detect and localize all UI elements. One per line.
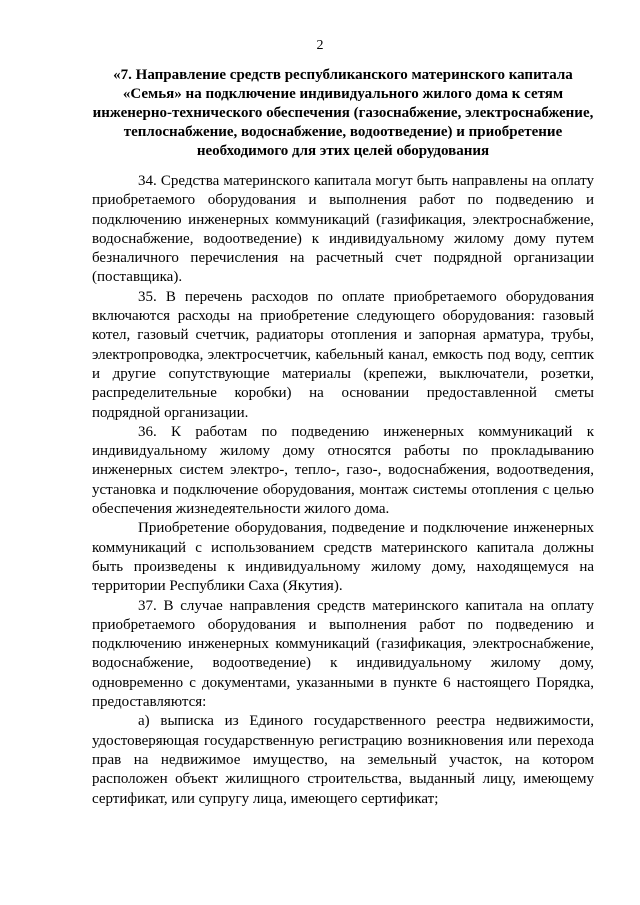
paragraph-35: 35. В перечень расходов по оплате приобретаемого оборудования включаются расходы на приобретение следующего оборудования: газовый котел, газовый счетчик, радиаторы отопления и запорная арматура, трубы, электропроводка, электросчетчик, кабельный канал, емкость под воду, септик и другие сопутствующие материалы (крепежи, выключатели, розетки, распределительные коробки) на основании предоставленной сметы подрядной организации. (92, 288, 594, 421)
paragraph-37: 37. В случае направления средств материнского капитала на оплату приобретаемого оборудования и выполнения работ по подведению и подключению инженерных коммуникаций (газификация, электроснабжение, водоснабжение, водоотведение) к индивидуальному жилому дому, одновременно с документами, указанными в пункте 6 настоящего Порядка, предоставляются: (92, 597, 594, 711)
document-body (92, 172, 594, 809)
page-number: 2 (316, 38, 324, 53)
section-heading: «7. Направление средств республиканского материнского капитала «Семья» на подключение индивидуального жилого дома к сетям инженерно-технического обеспечения (газоснабжение, электроснабжение, теплоснабжение, водоснабжение, водоотведение) и приобретение необходимого для этих целей оборудования (92, 67, 594, 159)
paragraph-34: 34. Средства материнского капитала могут быть направлены на оплату приобретаемого оборудования и выполнения работ по подведению и подключению инженерных коммуникаций (газификация, электроснабжение, водоснабжение, водоотведение) к индивидуальному жилому дому путем безналичного перечисления на расчетный счет подрядной организации (поставщика). (92, 173, 594, 286)
paragraph-36: 36. К работам по подведению инженерных коммуникаций к индивидуальному жилому дому относятся работы по прокладыванию инженерных систем электро-, тепло-, газо-, водоснабжения, водоотведения, установка и подключение оборудования, монтаж системы отопления с целью обеспечения жизнедеятельности жилого дома. (92, 423, 594, 518)
paragraph-36-continuation: Приобретение оборудования, подведение и подключение инженерных коммуникаций с использованием средств материнского капитала должны быть произведены к индивидуальному жилому дому, находящемуся на территории Республики Саха (Якутия). (92, 520, 594, 595)
paragraph-37-item-a: а) выписка из Единого государственного реестра недвижимости, удостоверяющая государственную регистрацию возникновения или перехода прав на недвижимое имущество, на земельный участок, на котором расположен объект жилищного строительства, выданный лицу, имеющему сертификат, или супругу лица, имеющего сертификат; (92, 713, 594, 807)
